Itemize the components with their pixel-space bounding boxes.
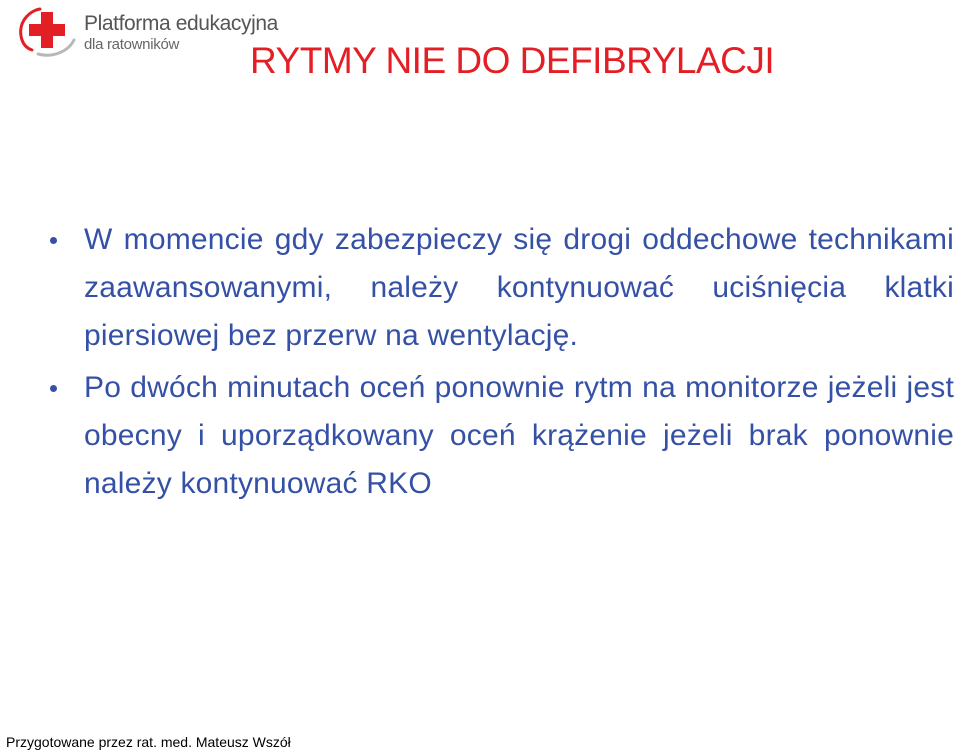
red-cross-logo-icon — [18, 6, 88, 58]
bullet-item — [40, 364, 954, 508]
logo-subtitle: dla ratowników — [84, 36, 180, 53]
bullet-list — [40, 216, 954, 512]
footer-credit: Przygotowane przez rat. med. Mateusz Wszół — [6, 734, 291, 750]
bullet-dot-icon — [50, 385, 57, 392]
logo-title: Platforma edukacyjna — [84, 12, 278, 35]
bullet-text: W momencie gdy zabezpieczy się drogi oddechowe technikami zaawansowanymi, należy kontynuować uciśnięcia klatki piersiowej bez przerw na wentylację. — [84, 223, 954, 352]
slide-title: RYTMY NIE DO DEFIBRYLACJI — [250, 40, 775, 81]
bullet-dot-icon — [50, 237, 57, 244]
bullet-item — [40, 216, 954, 360]
bullet-text: Po dwóch minutach oceń ponownie rytm na monitorze jeżeli jest obecny i uporządkowany oceń krążenie jeżeli brak ponownie należy kontynuować RKO — [84, 371, 954, 500]
platform-logo — [14, 4, 278, 60]
